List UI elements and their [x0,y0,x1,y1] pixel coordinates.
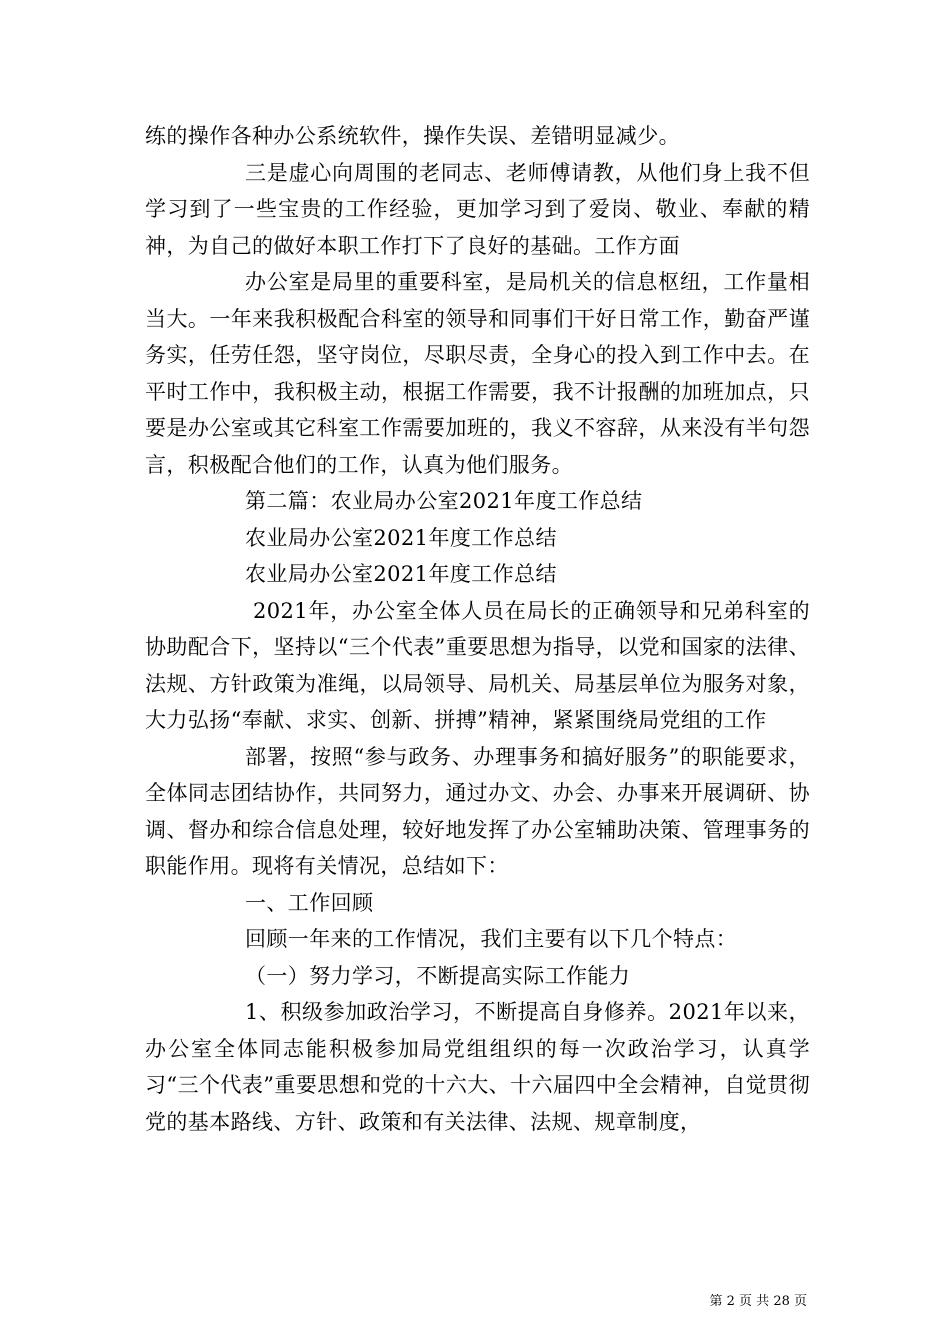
paragraph-learning-from-colleagues: 三是虚心向周围的老同志、老师傅请教，从他们身上我不但学习到了一些宝贵的工作经验，更加学习到了爱岗、敬业、奉献的精神，为自己的做好本职工作打下了良好的基础。工作方面 [145,160,810,258]
paragraph-summary-intro: 2021年，办公室全体人员在局长的正确领导和兄弟科室的协助配合下，坚持以“三个代表”重要思想为指导，以党和国家的法律、法规、方针政策为准绳，以局领导、局机关、局基层单位为服务对象，大力弘扬“奉献、求实、创新、拼搏”精神，紧紧围绕局党组的工作 [145,598,810,732]
section-heading-part-two: 第二篇：农业局办公室2021年度工作总结 [245,489,643,513]
subheading-study: （一）努力学习，不断提高实际工作能力 [245,963,631,988]
paragraph-continuation: 练的操作各种办公系统软件，操作失误、差错明显减少。 [145,124,680,148]
document-body [145,118,810,1140]
paragraph-political-study: 1、积级参加政治学习，不断提高自身修养。2021年以来，办公室全体同志能积极参加局党组组织的每一次政治学习，认真学习“三个代表”重要思想和党的十六大、十六届四中全会精神，自觉贯彻党的基本路线、方针、政策和有关法律、法规、规章制度， [145,1000,810,1134]
heading-work-review: 一、工作回顾 [245,890,374,915]
document-subtitle: 农业局办公室2021年度工作总结 [245,562,557,586]
paragraph-review-intro: 回顾一年来的工作情况，我们主要有以下几个特点： [245,927,738,951]
paragraph-office-work: 办公室是局里的重要科室，是局机关的信息枢纽，工作量相当大。一年来我积极配合科室的领导和同事们干好日常工作，勤奋严谨务实，任劳任怨，坚守岗位，尽职尽责，全身心的投入到工作中去。在平时工作中，我积极主动，根据工作需要，我不计报酬的加班加点，只要是办公室或其它科室工作需要加班的，我义不容辞，从来没有半句怨言，积极配合他们的工作，认真为他们服务。 [145,270,810,477]
page-number-footer: 第 2 页 共 28 页 [709,1294,807,1309]
paragraph-deployment: 部署，按照“参与政务、办理事务和搞好服务”的职能要求，全体同志团结协作，共同努力，通过办文、办会、办事来开展调研、协调、督办和综合信息处理，较好地发挥了办公室辅助决策、管理事务的职能作用。现将有关情况，总结如下： [145,744,810,878]
document-title: 农业局办公室2021年度工作总结 [245,525,557,550]
